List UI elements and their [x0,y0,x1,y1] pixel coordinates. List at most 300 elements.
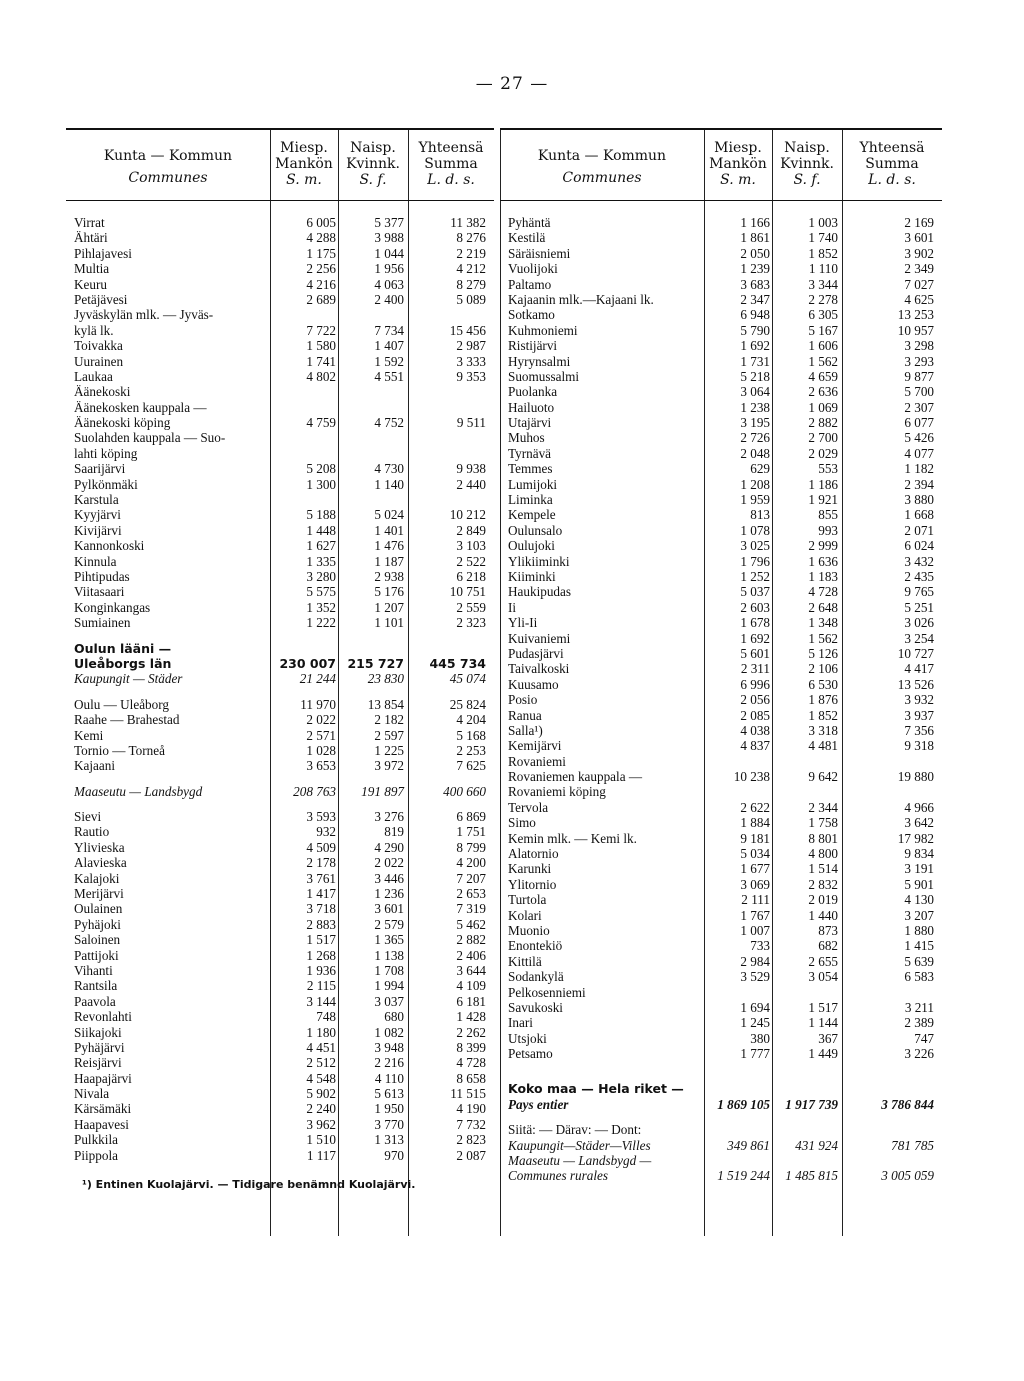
men-value: 2 256 [306,261,336,277]
men-value: 21 244 [299,671,336,687]
total-value: 3 026 [904,615,934,631]
municipality-name: Turtola [508,892,547,908]
men-value: 1 677 [740,861,770,877]
municipality-name: Säräisniemi [508,245,571,261]
total-value: 3 786 844 [881,1096,934,1112]
total-value: 2 559 [456,599,486,615]
table-row [66,446,494,461]
table-row [66,1101,494,1116]
table-row [500,261,942,276]
men-value: 4 759 [306,415,336,431]
total-value: 3 191 [904,861,934,877]
total-value: 17 982 [897,830,934,846]
municipality-name: Kuhmoniemi [508,322,578,338]
women-value: 993 [818,522,838,538]
total-value: 5 251 [904,599,934,615]
municipality-name: Oulun lääni — [74,640,172,656]
women-value: 1 758 [808,815,838,831]
table-row [500,230,942,245]
table-left [66,128,494,1236]
men-value: 3 064 [740,384,770,400]
table-row [66,641,494,656]
women-value: 1 407 [374,338,404,354]
table-row [500,1061,942,1071]
total-value: 2 307 [904,399,934,415]
municipality-name: Kestilä [508,230,546,246]
total-value: 9 765 [904,584,934,600]
total-value: 2 253 [456,742,486,758]
table-row [500,769,942,784]
women-value: 2 999 [808,538,838,554]
total-value: 2 823 [456,1132,486,1148]
municipality-name: Oulu — Uleåborg [74,696,169,712]
women-value: 1 082 [374,1024,404,1040]
municipality-name: Tervola [508,799,549,815]
men-value: 1 777 [740,1046,770,1062]
municipality-name: Maaseutu — Landsbygd [74,783,203,799]
total-value: 11 382 [450,215,486,230]
men-value: 2 603 [740,599,770,615]
women-value: 4 800 [808,846,838,862]
table-row [66,461,494,476]
men-value: 1 959 [740,492,770,508]
women-value: 1 740 [808,230,838,246]
municipality-name: Ii [508,599,517,615]
table-row [500,631,942,646]
table-row [500,646,942,661]
men-value: 6 996 [740,676,770,692]
municipality-name: Piippola [74,1147,118,1163]
women-value: 1 994 [374,978,404,994]
municipality-name: Reisjärvi [74,1055,122,1071]
municipality-name: kylä lk. [74,322,114,338]
men-value: 1 208 [740,476,770,492]
women-value: 1 636 [808,553,838,569]
table-row [66,415,494,430]
table-row [500,492,942,507]
total-value: 7 207 [456,870,486,886]
women-value: 1 562 [808,630,838,646]
table-row [500,569,942,584]
municipality-name: Kemijärvi [508,738,562,754]
total-value: 11 515 [450,1086,486,1102]
table-row [500,554,942,569]
municipality-name: Äänekoski [74,384,131,400]
table-row [500,600,942,615]
women-value: 873 [818,922,838,938]
municipality-name: Sievi [74,809,102,825]
total-value: 8 399 [456,1039,486,1055]
municipality-name: Oulunsalo [508,522,563,538]
men-value: 1 517 [306,932,336,948]
total-value: 9 318 [904,738,934,754]
table-row [66,963,494,978]
total-value: 7 625 [456,758,486,774]
municipality-name: Merijärvi [74,886,124,902]
table-row [500,1097,942,1112]
men-value: 1 741 [306,353,336,369]
table-right [500,128,942,1236]
women-value: 5 167 [808,322,838,338]
women-value: 2 700 [808,430,838,446]
table-row [66,1040,494,1055]
women-value: 3 276 [374,809,404,825]
women-value: 1 485 815 [785,1168,838,1184]
men-value: 6 005 [306,215,336,230]
municipality-name: Jyväskylän mlk. — Jyväs- [74,307,214,323]
municipality-name: Kyyjärvi [74,507,121,523]
women-value: 4 063 [374,276,404,292]
municipality-name: Vuolijoki [508,261,558,277]
municipality-name: Kalajoki [74,870,120,886]
men-value: 1 861 [740,230,770,246]
men-value: 11 970 [300,696,336,712]
women-value: 970 [384,1147,404,1163]
total-value: 3 103 [456,538,486,554]
men-value: 1 417 [306,886,336,902]
men-value: 2 347 [740,291,770,307]
men-value: 5 034 [740,846,770,862]
total-value: 2 849 [456,522,486,538]
men-value: 3 653 [306,758,336,774]
men-value: 2 689 [306,291,336,307]
total-value: 4 417 [904,661,934,677]
total-value: 4 109 [456,978,486,994]
men-value: 1 692 [740,630,770,646]
women-value: 1 440 [808,907,838,923]
table-row [66,948,494,963]
table-row [500,523,942,538]
table-row [500,384,942,399]
municipality-name: Raahe — Brahestad [74,712,180,728]
women-value: 680 [384,1009,404,1025]
women-value: 2 597 [374,727,404,743]
table-row [500,477,942,492]
women-value: 4 110 [374,1070,404,1086]
municipality-name: Utsjoki [508,1030,547,1046]
men-value: 1 731 [740,353,770,369]
municipality-name: Kemin mlk. — Kemi lk. [508,830,637,846]
table-row [500,615,942,630]
table-row [66,932,494,947]
men-value: 5 902 [306,1086,336,1102]
municipality-name: Kemi [74,727,104,743]
table-row [66,1071,494,1086]
men-value: 1 166 [740,215,770,230]
municipality-name: Vihanti [74,962,113,978]
municipality-name: Communes rurales [508,1168,609,1184]
total-value: 4 625 [904,291,934,307]
men-value: 3 280 [306,568,336,584]
municipality-name: Siikajoki [74,1024,122,1040]
header-total: Yhteensä [418,140,484,156]
municipality-name: Kittilä [508,953,542,969]
municipality-name: Pyhäntä [508,215,551,230]
table-row [500,815,942,830]
men-value: 349 861 [727,1137,770,1153]
municipality-name: Keuru [74,276,107,292]
municipality-name: Pihtipudas [74,568,130,584]
table-row [500,892,942,907]
men-value: 2 050 [740,245,770,261]
women-value: 1 187 [374,553,404,569]
header-name-fr-right: Communes [562,170,642,186]
table-row [500,1112,942,1122]
municipality-name: Nivala [74,1086,110,1102]
men-value: 1 007 [740,922,770,938]
municipality-name: Oulujoki [508,538,555,554]
header-men: Miesp. [280,140,328,156]
header-men-right: Miesp. [714,140,762,156]
table-row [66,799,494,809]
total-value: 2 440 [456,476,486,492]
women-value: 3 972 [374,758,404,774]
women-value: 1 110 [808,261,838,277]
total-value: 3 432 [904,553,934,569]
men-value: 813 [750,507,770,523]
table-row [66,978,494,993]
header-men-sv-right: Mankön [709,156,767,172]
municipality-name: Puolanka [508,384,558,400]
table-row [66,584,494,599]
header-name-fr: Communes [128,170,208,186]
total-value: 3 005 059 [881,1168,934,1184]
municipality-name: Karstula [74,492,119,508]
total-value: 1 751 [456,824,486,840]
municipality-name: Inari [508,1015,533,1031]
total-value: 3 298 [904,338,934,354]
women-value: 1 101 [374,615,404,631]
header-men-sv: Mankön [275,156,333,172]
women-value: 1 140 [374,476,404,492]
men-value: 4 837 [740,738,770,754]
men-value: 1 300 [306,476,336,492]
women-value: 1 956 [374,261,404,277]
total-value: 3 207 [904,907,934,923]
municipality-name: Muonio [508,922,550,938]
table-row [66,855,494,870]
municipality-name: Ähtäri [74,230,108,246]
table-row [66,728,494,743]
total-value: 7 732 [456,1116,486,1132]
men-value: 733 [750,938,770,954]
table-row [500,446,942,461]
table-row [500,400,942,415]
women-value: 1 562 [808,353,838,369]
women-value: 9 642 [808,769,838,785]
table-row [500,369,942,384]
total-value: 8 658 [456,1070,486,1086]
table-row [500,923,942,938]
women-value: 1 207 [374,599,404,615]
total-value: 2 435 [904,568,934,584]
table-row [500,354,942,369]
table-row [500,754,942,769]
table-row [66,307,494,322]
table-row [66,430,494,445]
municipality-name: Salla¹) [508,722,543,738]
municipality-name: Lumijoki [508,476,558,492]
men-value: 2 056 [740,692,770,708]
women-value: 4 659 [808,368,838,384]
total-value: 9 938 [456,461,486,477]
municipality-name: Revonlahti [74,1009,132,1025]
total-value: 10 727 [897,645,934,661]
rows-right [500,215,942,1184]
municipality-name: Sumiainen [74,615,131,631]
table-row [66,671,494,686]
municipality-name: Petäjävesi [74,291,128,307]
table-row [500,1153,942,1168]
total-value: 2 987 [456,338,486,354]
total-value: 9 511 [456,415,486,431]
men-value: 2 111 [741,892,770,908]
men-value: 4 802 [306,368,336,384]
total-value: 2 349 [904,261,934,277]
women-value: 4 752 [374,415,404,431]
men-value: 1 078 [740,522,770,538]
women-value: 1 236 [374,886,404,902]
municipality-name: Hailuoto [508,399,555,415]
total-value: 2 882 [456,932,486,948]
table-row [66,554,494,569]
men-value: 1 869 105 [717,1096,770,1112]
women-value: 1 069 [808,399,838,415]
header-women: Naisp. [350,140,396,156]
municipality-name: Kolari [508,907,542,923]
men-value: 1 767 [740,907,770,923]
women-value: 2 278 [808,291,838,307]
municipality-name: Kivijärvi [74,522,122,538]
municipality-name: Pyhäjoki [74,916,121,932]
men-value: 4 548 [306,1070,336,1086]
total-value: 9 877 [904,368,934,384]
table-row [66,400,494,415]
women-value: 7 734 [374,322,404,338]
table-row [66,261,494,276]
table-row [500,1015,942,1030]
total-value: 2 389 [904,1015,934,1031]
total-value: 3 880 [904,492,934,508]
table-row [500,1000,942,1015]
men-value: 3 069 [740,876,770,892]
municipality-name: Ylivieska [74,839,125,855]
women-value: 4 728 [808,584,838,600]
total-value: 2 169 [904,215,934,230]
table-row [500,292,942,307]
municipality-name: Savukoski [508,999,563,1015]
municipality-name: Haapajärvi [74,1070,132,1086]
municipality-name: Temmes [508,461,553,477]
women-value: 3 770 [374,1116,404,1132]
table-header [66,130,494,201]
table-row [66,384,494,399]
table-row [500,1031,942,1046]
municipality-name: lahti köping [74,445,138,461]
header-total-fr-right: L. d. s. [868,172,916,188]
table-row [500,415,942,430]
table-row [66,292,494,307]
total-value: 6 077 [904,415,934,431]
municipality-name: Muhos [508,430,545,446]
total-value: 13 253 [897,307,934,323]
men-value: 4 451 [306,1039,336,1055]
header-women-right: Naisp. [784,140,830,156]
table-row [500,584,942,599]
municipality-name: Petsamo [508,1046,553,1062]
total-value: 3 937 [904,707,934,723]
header-total-sv: Summa [424,156,478,172]
total-value: 3 644 [456,962,486,978]
page-number: — 27 — [475,74,549,94]
total-value: 2 522 [456,553,486,569]
women-value: 2 216 [374,1055,404,1071]
table-row [66,712,494,727]
men-value: 932 [316,824,336,840]
men-value: 2 512 [306,1055,336,1071]
table-row [66,758,494,773]
total-value: 445 734 [429,655,486,671]
men-value: 1 245 [740,1015,770,1031]
municipality-name: Kuusamo [508,676,559,692]
table-row [66,1132,494,1147]
total-value: 7 027 [904,276,934,292]
total-value: 6 024 [904,538,934,554]
total-value: 5 462 [456,916,486,932]
municipality-name: Uleåborgs län [74,655,172,671]
men-value: 1 335 [306,553,336,569]
header-men-fr-right: S. m. [720,172,756,188]
men-value: 6 948 [740,307,770,323]
table-row [500,1138,942,1153]
table-row [66,1086,494,1101]
men-value: 1 936 [306,962,336,978]
men-value: 2 883 [306,916,336,932]
table-row [500,831,942,846]
women-value: 1 138 [374,947,404,963]
municipality-name: Kempele [508,507,556,523]
table-row [66,917,494,932]
men-value: 2 048 [740,445,770,461]
women-value: 5 176 [374,584,404,600]
municipality-name: Äänekoski köping [74,415,171,431]
men-value: 1 268 [306,947,336,963]
men-value: 208 763 [293,783,336,799]
men-value: 3 761 [306,870,336,886]
total-value: 3 601 [904,230,934,246]
municipality-name: Pudasjärvi [508,645,564,661]
women-value: 3 054 [808,969,838,985]
men-value: 5 790 [740,322,770,338]
total-value: 7 319 [456,901,486,917]
women-value: 191 897 [361,783,404,799]
table-row [500,677,942,692]
men-value: 2 571 [306,727,336,743]
women-value: 553 [818,461,838,477]
table-row [66,323,494,338]
table-row [500,338,942,353]
women-value: 1 606 [808,338,838,354]
men-value: 2 726 [740,430,770,446]
header-total-fr: L. d. s. [427,172,475,188]
men-value: 2 085 [740,707,770,723]
table-row [66,824,494,839]
municipality-name: Konginkangas [74,599,151,615]
table-row [500,800,942,815]
table-row [500,461,942,476]
total-value: 1 415 [904,938,934,954]
women-value: 1 186 [808,476,838,492]
